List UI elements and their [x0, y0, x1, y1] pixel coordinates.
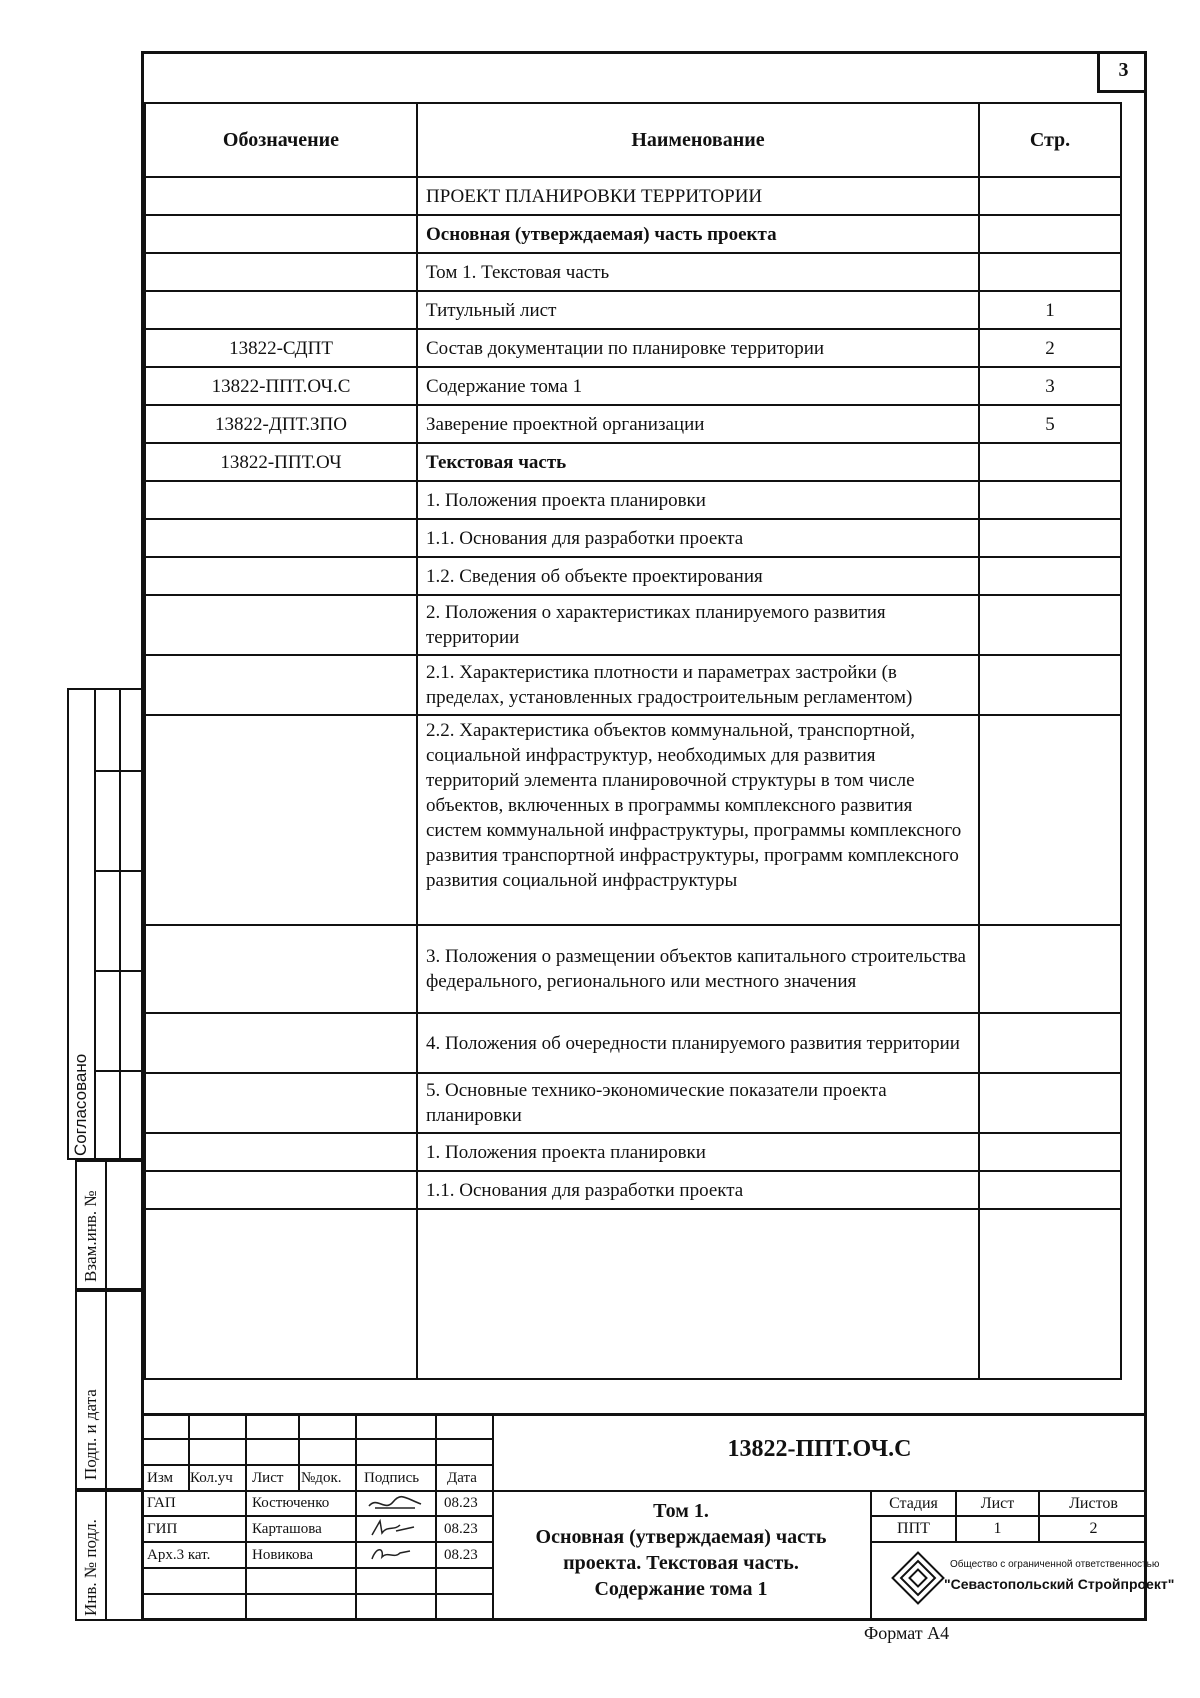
row-page [979, 177, 1121, 215]
signature-gip [368, 1517, 418, 1539]
row-designation [145, 1073, 417, 1133]
col-list: Лист [252, 1470, 284, 1486]
row-name: 1.2. Сведения об объекте проектирования [417, 557, 979, 595]
row-designation: 13822-ППТ.ОЧ.С [145, 367, 417, 405]
row-name: 3. Положения о размещении объектов капитального строительства федерального, регионального или местного значения [417, 925, 979, 1013]
row-designation [145, 1013, 417, 1073]
row-name [417, 1209, 979, 1379]
table-header [145, 103, 1121, 177]
header-page: Стр. [979, 103, 1121, 177]
name-gap: Костюченко [252, 1495, 330, 1511]
name-gip: Карташова [252, 1521, 322, 1537]
row-page [979, 715, 1121, 925]
row-name: 2. Положения о характеристиках планируемого развития территории [417, 595, 979, 655]
table-row [145, 925, 1121, 1013]
row-designation [145, 253, 417, 291]
row-designation [145, 595, 417, 655]
table-row [145, 329, 1121, 367]
row-name: 1. Положения проекта планировки [417, 481, 979, 519]
org-type: Общество с ограниченной ответственностью [950, 1559, 1160, 1570]
inv-box [75, 1490, 143, 1621]
row-name: 1.1. Основания для разработки проекта [417, 519, 979, 557]
sheet-value: 1 [993, 1520, 1002, 1537]
sheets-label: Листов [1069, 1495, 1118, 1512]
row-designation [145, 519, 417, 557]
row-page [979, 655, 1121, 715]
table-row [145, 481, 1121, 519]
row-page: 3 [979, 367, 1121, 405]
row-designation [145, 1171, 417, 1209]
table-row [145, 715, 1121, 925]
header-designation: Обозначение [145, 103, 417, 177]
signature-arch [366, 1543, 416, 1565]
role-arch: Арх.3 кат. [147, 1547, 211, 1563]
contents-table [144, 102, 1122, 1380]
col-podpis: Подпись [364, 1470, 420, 1486]
row-page [979, 1171, 1121, 1209]
row-designation [145, 481, 417, 519]
table-row [145, 367, 1121, 405]
row-name: Состав документации по планировке территории [417, 329, 979, 367]
row-page: 2 [979, 329, 1121, 367]
table-row [145, 291, 1121, 329]
row-page [979, 253, 1121, 291]
row-designation [145, 655, 417, 715]
stage-label: Стадия [889, 1495, 938, 1512]
table-row [145, 215, 1121, 253]
page-number: 3 [1097, 51, 1147, 93]
row-page [979, 519, 1121, 557]
row-designation [145, 925, 417, 1013]
doc-title-line-4: Содержание тома 1 [594, 1578, 768, 1600]
table-row [145, 177, 1121, 215]
company-logo-icon [890, 1550, 946, 1606]
date-gap: 08.23 [444, 1495, 478, 1511]
sheets-value: 2 [1089, 1520, 1098, 1537]
agreed-box [67, 688, 143, 1160]
row-designation [145, 715, 417, 925]
row-page [979, 215, 1121, 253]
row-name: 4. Положения об очередности планируемого развития территории [417, 1013, 979, 1073]
podp-label: Подп. и дата [81, 1389, 100, 1480]
sheet-label: Лист [980, 1495, 1015, 1512]
date-arch: 08.23 [444, 1547, 478, 1563]
row-designation: 13822-СДПТ [145, 329, 417, 367]
col-koluch: Кол.уч [190, 1470, 233, 1486]
table-row [145, 557, 1121, 595]
date-gip: 08.23 [444, 1521, 478, 1537]
row-page [979, 443, 1121, 481]
row-name: 1. Положения проекта планировки [417, 1133, 979, 1171]
agreed-label: Согласовано [71, 1053, 90, 1156]
table-row [145, 1133, 1121, 1171]
row-name: 2.2. Характеристика объектов коммунальной, транспортной, социальной инфраструктур, необходимых для развития территорий элемента планировочной структуры в том числе объектов, включенных в программы комплексного развития систем коммунальной инфраструктуры, программы комплексного развития транспортной инфраструктуры, программ комплексного развития социальной инфраструктуры [417, 715, 979, 925]
doc-title-line-1: Том 1. [653, 1500, 709, 1522]
row-name: 2.1. Характеристика плотности и параметрах застройки (в пределах, установленных градостроительным регламентом) [417, 655, 979, 715]
col-data: Дата [447, 1470, 477, 1486]
row-page [979, 1133, 1121, 1171]
row-name: Заверение проектной организации [417, 405, 979, 443]
role-gip: ГИП [147, 1521, 178, 1537]
table-row [145, 1209, 1121, 1379]
stage-value: ППТ [897, 1520, 930, 1537]
vzam-label: Взам.инв. № [81, 1190, 100, 1282]
row-name: Текстовая часть [417, 443, 979, 481]
row-page [979, 1209, 1121, 1379]
table-row [145, 1073, 1121, 1133]
table-row [145, 253, 1121, 291]
doc-title-line-2: Основная (утверждаемая) часть [535, 1526, 827, 1548]
col-ndok: №док. [301, 1470, 342, 1486]
row-page [979, 557, 1121, 595]
row-page: 1 [979, 291, 1121, 329]
row-designation [145, 291, 417, 329]
format-label: Формат А4 [864, 1623, 950, 1643]
row-name: Основная (утверждаемая) часть проекта [417, 215, 979, 253]
header-name: Наименование [417, 103, 979, 177]
row-designation: 13822-ППТ.ОЧ [145, 443, 417, 481]
row-page: 5 [979, 405, 1121, 443]
table-row [145, 1171, 1121, 1209]
doc-title [492, 1498, 870, 1602]
table-row [145, 595, 1121, 655]
role-gap: ГАП [147, 1495, 176, 1511]
row-name: Содержание тома 1 [417, 367, 979, 405]
row-designation [145, 557, 417, 595]
podp-box [75, 1290, 143, 1490]
col-izm: Изм [147, 1470, 174, 1486]
row-designation [145, 177, 417, 215]
row-page [979, 595, 1121, 655]
row-name: Том 1. Текстовая часть [417, 253, 979, 291]
doc-title-line-3: проекта. Текстовая часть. [563, 1552, 799, 1574]
row-name: Титульный лист [417, 291, 979, 329]
row-page [979, 1073, 1121, 1133]
table-row [145, 1013, 1121, 1073]
row-name: 1.1. Основания для разработки проекта [417, 1171, 979, 1209]
row-page [979, 1013, 1121, 1073]
row-designation [145, 1209, 417, 1379]
row-page [979, 481, 1121, 519]
signature-gap [365, 1492, 425, 1514]
row-designation: 13822-ДПТ.ЗПО [145, 405, 417, 443]
vzam-box [75, 1160, 143, 1290]
row-designation [145, 1133, 417, 1171]
table-row [145, 519, 1121, 557]
row-designation [145, 215, 417, 253]
inv-label: Инв. № подл. [81, 1519, 100, 1616]
doc-code: 13822-ППТ.ОЧ.С [727, 1436, 912, 1462]
table-row [145, 443, 1121, 481]
table-row [145, 405, 1121, 443]
name-arch: Новикова [252, 1547, 314, 1563]
table-row [145, 655, 1121, 715]
row-name: 5. Основные технико-экономические показатели проекта планировки [417, 1073, 979, 1133]
row-page [979, 925, 1121, 1013]
row-name: ПРОЕКТ ПЛАНИРОВКИ ТЕРРИТОРИИ [417, 177, 979, 215]
org-name: "Севастопольский Стройпроект" [944, 1576, 1175, 1592]
